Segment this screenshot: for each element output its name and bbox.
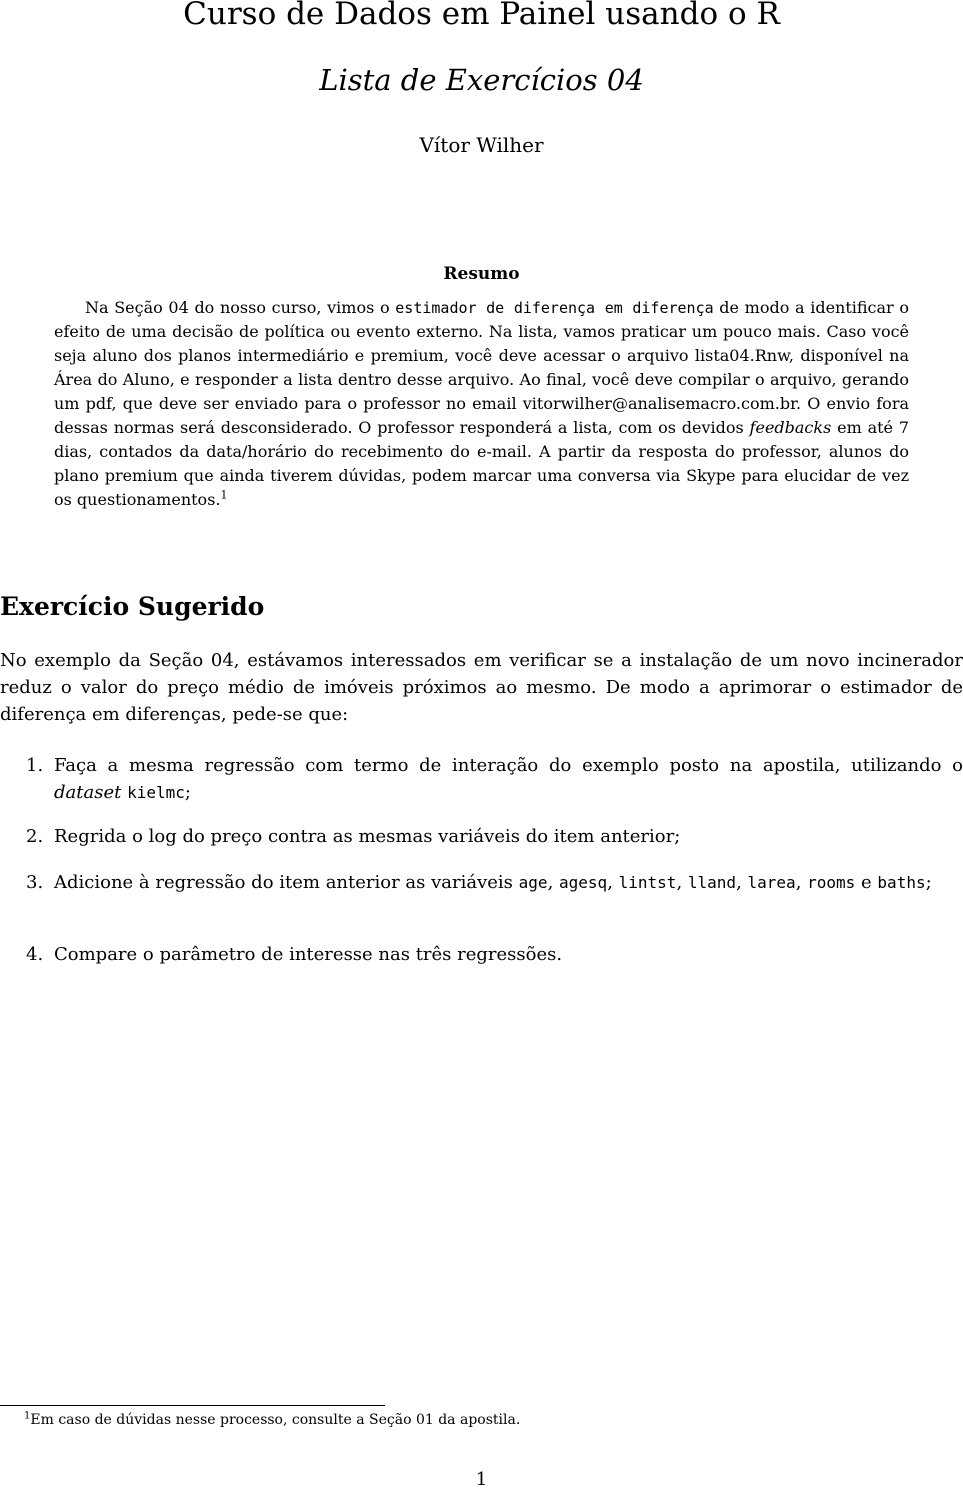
document-title: Curso de Dados em Painel usando o R <box>183 0 780 32</box>
dataset-name: kielmc <box>127 783 185 802</box>
variable-name: agesq <box>559 873 608 892</box>
exercise-number: 1. <box>26 755 44 776</box>
conjunction: e <box>855 872 878 893</box>
variable-name: larea <box>747 873 796 892</box>
abstract-heading: Resumo <box>443 264 520 284</box>
variable-name: rooms <box>807 873 856 892</box>
exercise-text <box>54 869 963 896</box>
exercise-text-part: Adicione à regressão do item anterior as variáveis <box>54 872 519 893</box>
abstract-text-part: Na Seção 04 do nosso curso, vimos o <box>85 298 396 317</box>
separator: , <box>547 872 560 893</box>
document-subtitle: Lista de Exercícios 04 <box>319 63 644 97</box>
exercise-text-part: Faça a mesma regressão com termo de interação do exemplo posto na apostila, utilizando o <box>54 755 963 776</box>
exercise-emphasis: dataset <box>54 782 122 803</box>
separator: , <box>736 872 748 893</box>
exercise-text: Compare o parâmetro de interesse nas três regressões. <box>54 944 563 965</box>
exercise-text <box>54 752 963 806</box>
abstract-text <box>54 296 909 512</box>
variable-name: baths <box>877 873 926 892</box>
abstract-emphasis: feedbacks <box>749 418 832 437</box>
exercise-text-part: ; <box>925 872 932 893</box>
footnote-rule <box>0 1405 385 1406</box>
exercise-item <box>0 823 963 850</box>
exercise-item <box>0 752 963 806</box>
abstract-text-part: de modo a identificar o efeito de uma decisão de política ou evento externo. Na lista, vamos praticar um pouco mais. Caso você seja aluno dos planos intermediário e premium, você deve acessar o arquivo lista04.Rnw, disponível na Área do Aluno, e responder a lista dentro desse arquivo. Ao final, você deve compilar o arquivo, gerando um pdf, que deve ser enviado para o professor no email vitorwilher@analisemacro.com.br. O envio fora dessas normas será desconsiderado. O professor responderá a lista, com os devidos <box>54 298 910 437</box>
exercise-text: Regrida o log do preço contra as mesmas variáveis do item anterior; <box>54 826 681 847</box>
abstract-code-term: estimador de diferença em diferença <box>395 299 714 317</box>
page-number: 1 <box>475 1469 488 1490</box>
exercise-number: 2. <box>26 826 44 847</box>
exercise-item <box>0 941 963 968</box>
abstract-text-part: em até 7 dias, contados da data/horário do recebimento do e-mail. A partir da resposta do professor, alunos do plano premium que ainda tiverem dúvidas, podem marcar uma conversa via Skype para elucidar de vez os questionamentos. <box>54 418 910 509</box>
variable-name: lland <box>687 873 737 892</box>
separator: , <box>607 872 619 893</box>
footnote <box>24 1410 520 1430</box>
footnote-text: Em caso de dúvidas nesse processo, consulte a Seção 01 da apostila. <box>30 1412 521 1428</box>
exercise-text-part: ; <box>184 782 191 803</box>
separator: , <box>676 872 688 893</box>
section-intro: No exemplo da Seção 04, estávamos interessados em verificar se a instalação de um novo incinerador reduz o valor do preço médio de imóveis próximos ao mesmo. De modo a aprimorar o estimador de diferença em diferenças, pede-se que: <box>0 650 963 725</box>
exercise-number: 3. <box>26 872 44 893</box>
footnote-marker: 1 <box>220 488 228 502</box>
variable-name: lintst <box>618 873 677 892</box>
section-heading: Exercício Sugerido <box>0 592 265 621</box>
exercise-item <box>0 869 963 896</box>
exercise-number: 4. <box>26 944 44 965</box>
separator: , <box>795 872 808 893</box>
variable-name: age <box>518 873 548 892</box>
author-name: Vítor Wilher <box>419 133 544 157</box>
footnote-number: 1 <box>24 1410 31 1422</box>
